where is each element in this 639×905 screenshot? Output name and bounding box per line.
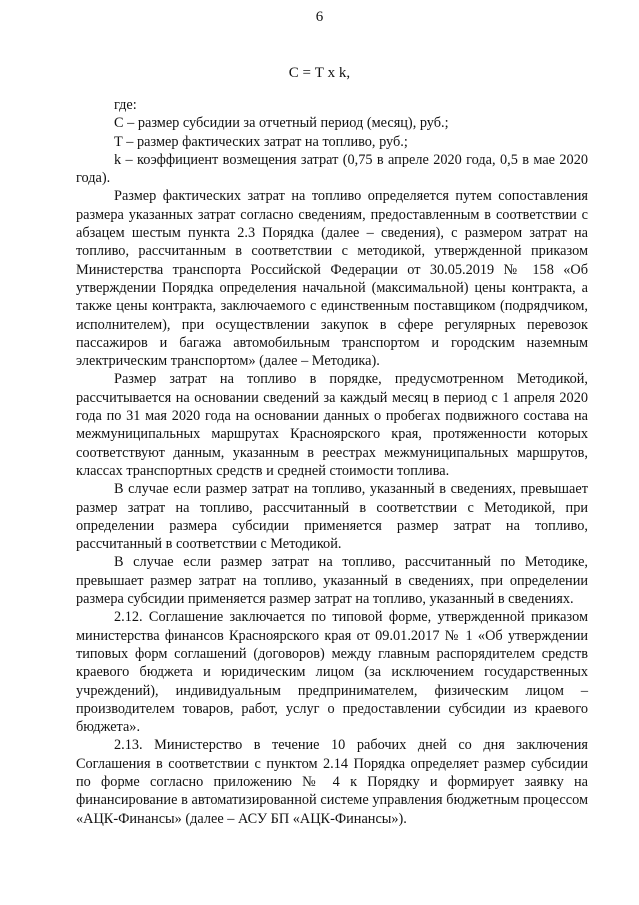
definition-c: С – размер субсидии за отчетный период (месяц), руб.;: [114, 115, 449, 132]
paragraph-methodology-calc: Размер затрат на топливо в порядке, предусмотренном Методикой, рассчитывается на основании сведений за каждый месяц в период с 1 апреля 2020 года по 31 мая 2020 года на основании данных о пробегах подвижного состава на межмуниципальных маршрутах Красноярского края, протяженности которых соответствуют данным, указанным в реестрах межмуниципальных маршрутов, классах транспортных средств и средней стоимости топлива.: [76, 371, 588, 479]
paragraph-2-13: 2.13. Министерство в течение 10 рабочих дней со дня заключения Соглашения в соответствии с пунктом 2.14 Порядка определяет размер субсидии по форме согласно приложению № 4 к Порядку и формирует заявку на финансирование в автоматизированной системе управления бюджетным процессом «АЦК-Финансы» (далее – АСУ БП «АЦК-Финансы»).: [76, 737, 588, 827]
definition-k: k – коэффициент возмещения затрат (0,75 в апреле 2020 года, 0,5 в мае 2020 года).: [76, 151, 588, 187]
paragraph-actual-costs: Размер фактических затрат на топливо определяется путем сопоставления размера указанных затрат согласно сведениям, предоставленным в соответствии с абзацем шестым пункта 2.3 Порядка (далее – сведения), с размером затрат на топливо, рассчитанным в соответствии с методикой, утвержденной приказом Министерства транспорта Российской Федерации от 30.05.2019 № 158 «Об утверждении Порядка определения начальной (максимальной) цены контракта, а также цены контракта, заключаемого с единственным поставщиком (подрядчиком, исполнителем), при осуществлении закупок в сфере регулярных перевозок пассажиров и багажа автомобильным транспортом и городским наземным электрическим транспортом» (далее – Методика).: [76, 188, 588, 370]
page-number: 6: [315, 9, 324, 25]
document-body: [76, 96, 588, 828]
definition-t: Т – размер фактических затрат на топливо, руб.;: [114, 133, 408, 150]
subsidy-formula: С = Т x k,: [288, 65, 351, 81]
where-label: где:: [114, 97, 137, 113]
paragraph-case-exceeds-methodology: В случае если размер затрат на топливо, указанный в сведениях, превышает размер затрат на топливо, рассчитанный в соответствии с Методикой, при определении размера субсидии применяется размер затрат на топливо, рассчитанный в соответствии с Методикой.: [76, 481, 588, 553]
paragraph-case-methodology-exceeds: В случае если размер затрат на топливо, рассчитанный по Методике, превышает размер затрат на топливо, указанный в сведениях, при определении размера субсидии применяется размер затрат на топливо, указанный в сведениях.: [76, 554, 588, 608]
paragraph-2-12: 2.12. Соглашение заключается по типовой форме, утвержденной приказом министерства финансов Красноярского края от 09.01.2017 № 1 «Об утверждении типовых форм соглашений (договоров) между главным распорядителем средств краевого бюджета и юридическим лицом (за исключением государственных учреждений), индивидуальным предпринимателем, физическим лицом – производителем товаров, работ, услуг о предоставлении субсидии из краевого бюджета».: [76, 609, 588, 736]
